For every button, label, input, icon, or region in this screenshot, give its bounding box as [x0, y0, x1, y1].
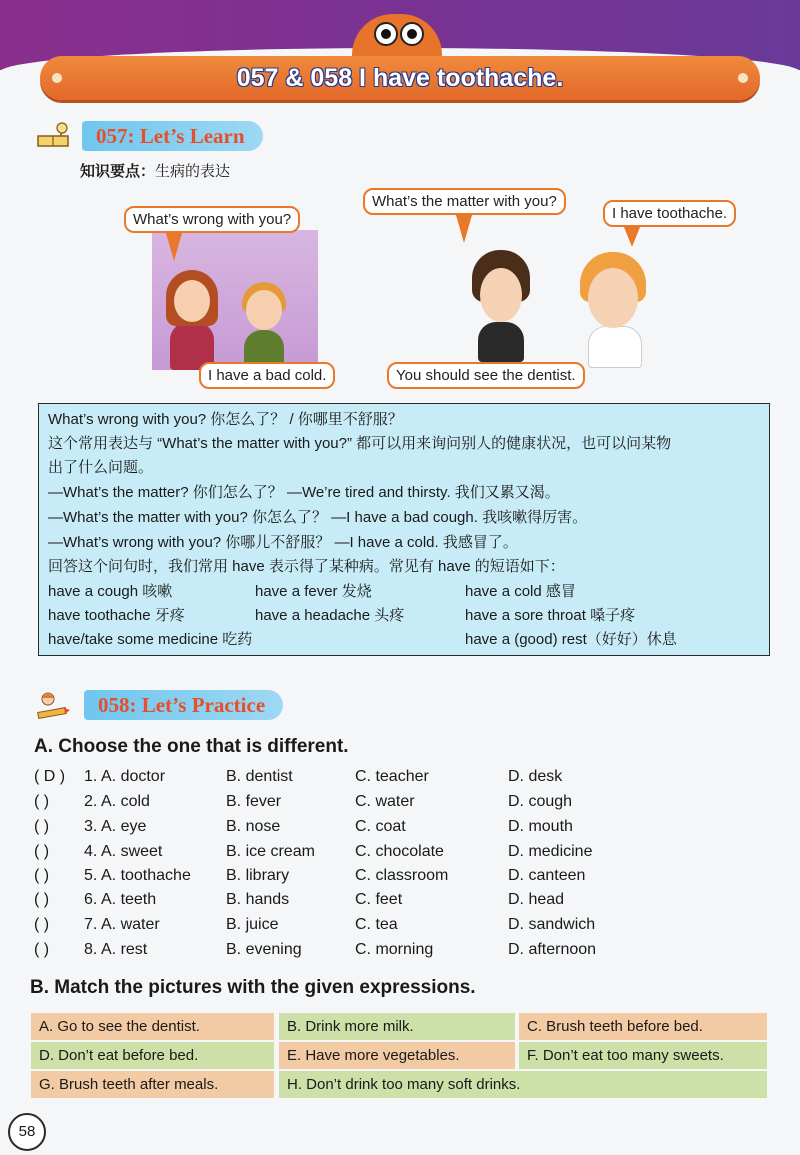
info-line: 这个常用表达与 “What’s the matter with you?” 都可以用来询问别人的健康状况，也可以问某物 — [48, 435, 672, 452]
info-line: —What’s wrong with you? 你哪儿不舒服？ —I have a cold. 我感冒了。 — [48, 534, 518, 551]
info-line: 回答这个问句时，我们常用 have 表示得了某种病。常见有 have 的短语如下： — [48, 558, 565, 575]
bubble-see-dentist: You should see the dentist. — [387, 362, 585, 389]
part-a-title: A. Choose the one that is different. — [34, 736, 349, 757]
answer-bracket[interactable]: ( ) — [34, 818, 50, 835]
question-row — [34, 843, 734, 867]
bubble-tail-wrong — [166, 233, 182, 261]
page-number: 58 — [8, 1113, 46, 1151]
question-number: 6. — [84, 891, 98, 908]
subheading-key: 知识要点： — [80, 163, 156, 180]
option-b: B. ice cream — [226, 843, 315, 860]
option-a: A. doctor — [101, 768, 166, 785]
answer-bracket[interactable]: ( D ) — [34, 768, 66, 785]
option-b: B. library — [226, 867, 290, 884]
question-row — [34, 793, 734, 817]
phrase-item: have a sore throat 嗓子疼 — [465, 607, 636, 624]
phrase-item: have a (good) rest（好好）休息 — [465, 631, 677, 648]
info-line: What’s wrong with you? 你怎么了？ / 你哪里不舒服？ — [48, 411, 403, 428]
option-c: C. water — [355, 793, 415, 810]
question-number: 3. — [84, 818, 98, 835]
question-number: 2. — [84, 793, 98, 810]
answer-bracket[interactable]: ( ) — [34, 843, 50, 860]
option-c: C. tea — [355, 916, 398, 933]
title-ribbon — [40, 56, 760, 100]
info-line: —What’s the matter? 你们怎么了？ —We’re tired and thirsty. 我们又累又渴。 — [48, 484, 560, 501]
option-b: B. nose — [226, 818, 281, 835]
page-title: 057 & 058 I have toothache. — [236, 64, 564, 92]
option-c: C. feet — [355, 891, 403, 908]
option-c: C. morning — [355, 941, 434, 958]
bubble-bad-cold: I have a bad cold. — [199, 362, 335, 389]
answer-bracket[interactable]: ( ) — [34, 941, 50, 958]
option-b: B. dentist — [226, 768, 293, 785]
expression-g: G. Brush teeth after meals. — [31, 1071, 274, 1098]
expression-f: F. Don’t eat too many sweets. — [519, 1042, 767, 1069]
answer-bracket[interactable]: ( ) — [34, 867, 50, 884]
mascot-eye-right — [400, 22, 424, 46]
question-row — [34, 768, 734, 792]
mascot-eye-left — [374, 22, 398, 46]
option-b: B. hands — [226, 891, 290, 908]
option-a: A. eye — [101, 818, 147, 835]
option-a: A. water — [101, 916, 160, 933]
expression-b: B. Drink more milk. — [279, 1013, 515, 1040]
option-d: D. mouth — [508, 818, 573, 835]
book-lamp-icon — [36, 120, 74, 150]
expression-e: E. Have more vegetables. — [279, 1042, 515, 1069]
bubble-whats-wrong: What’s wrong with you? — [124, 206, 300, 233]
option-b: B. juice — [226, 916, 279, 933]
option-a: A. sweet — [101, 843, 163, 860]
knowledge-box — [38, 403, 770, 656]
question-row — [34, 867, 734, 891]
option-d: D. canteen — [508, 867, 586, 884]
option-d: D. cough — [508, 793, 573, 810]
phrase-item: have/take some medicine 吃药 — [48, 631, 253, 648]
learn-section-title: 057: Let’s Learn — [82, 121, 263, 151]
answer-bracket[interactable]: ( ) — [34, 793, 50, 810]
option-c: C. chocolate — [355, 843, 444, 860]
subheading-value: 生病的表达 — [155, 163, 231, 180]
expression-d: D. Don’t eat before bed. — [31, 1042, 274, 1069]
question-number: 4. — [84, 843, 98, 860]
question-row — [34, 818, 734, 842]
expression-a: A. Go to see the dentist. — [31, 1013, 274, 1040]
question-number: 8. — [84, 941, 98, 958]
phrase-item: have toothache 牙疼 — [48, 607, 185, 624]
learn-subheading — [80, 160, 230, 181]
expression-h: H. Don’t drink too many soft drinks. — [279, 1071, 767, 1098]
option-a: A. toothache — [101, 867, 191, 884]
practice-section-title: 058: Let’s Practice — [84, 690, 283, 720]
expression-c: C. Brush teeth before bed. — [519, 1013, 767, 1040]
info-line: 出了什么问题。 — [48, 459, 154, 476]
option-c: C. coat — [355, 818, 406, 835]
option-b: B. fever — [226, 793, 282, 810]
option-a: A. cold — [101, 793, 150, 810]
info-line: —What’s the matter with you? 你怎么了？ —I have a bad cough. 我咳嗽得厉害。 — [48, 509, 588, 526]
phrase-item: have a headache 头疼 — [255, 607, 405, 624]
option-a: A. rest — [101, 941, 148, 958]
option-a: A. teeth — [101, 891, 157, 908]
bubble-whats-matter: What’s the matter with you? — [363, 188, 566, 215]
bubble-tail-matter — [456, 215, 472, 243]
option-d: D. head — [508, 891, 565, 908]
pencil-kid-icon — [34, 690, 72, 720]
option-d: D. medicine — [508, 843, 593, 860]
phrase-item: have a cold 感冒 — [465, 583, 576, 600]
answer-bracket[interactable]: ( ) — [34, 916, 50, 933]
question-number: 7. — [84, 916, 98, 933]
part-b-title: B. Match the pictures with the given expressions. — [30, 977, 476, 998]
answer-bracket[interactable]: ( ) — [34, 891, 50, 908]
option-c: C. classroom — [355, 867, 449, 884]
option-d: D. desk — [508, 768, 563, 785]
option-c: C. teacher — [355, 768, 429, 785]
bubble-toothache: I have toothache. — [603, 200, 736, 227]
phrase-item: have a fever 发烧 — [255, 583, 372, 600]
question-number: 5. — [84, 867, 98, 884]
question-row — [34, 916, 734, 940]
option-d: D. sandwich — [508, 916, 596, 933]
question-row — [34, 891, 734, 915]
bubble-tail-toothache — [624, 227, 640, 247]
question-row — [34, 941, 734, 965]
option-b: B. evening — [226, 941, 302, 958]
phrase-item: have a cough 咳嗽 — [48, 583, 173, 600]
question-number: 1. — [84, 768, 98, 785]
option-d: D. afternoon — [508, 941, 597, 958]
